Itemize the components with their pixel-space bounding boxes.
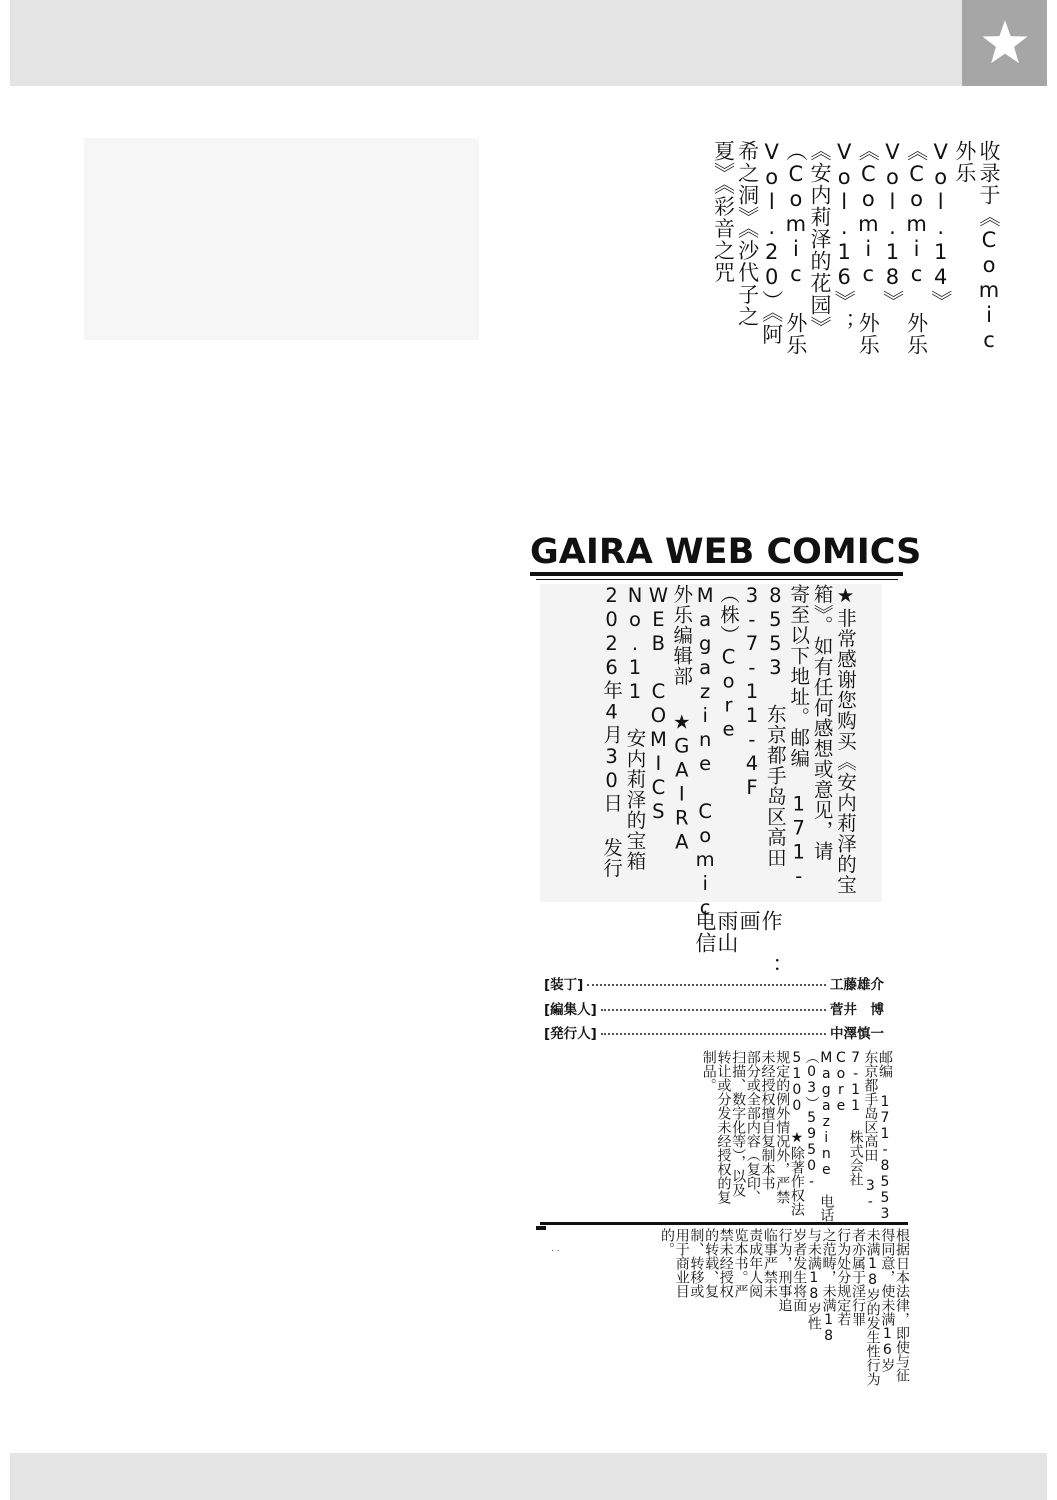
top-gray-band	[10, 0, 962, 86]
law-divider-tab	[536, 1226, 546, 1230]
collection-note: 收录于《Comic 外乐 Vol.14》 《Comic 外乐 Vol.18》 《Comic 外乐 Vol.16》； 《安内莉泽的花园》 （Comic 外乐 Vol.20）《阿 希之洞》《沙代子之 夏》《彩音之咒	[711, 140, 1001, 356]
staff-row-publisher	[544, 1022, 884, 1042]
law-divider	[540, 1222, 908, 1225]
staff-row-editor	[544, 998, 884, 1018]
staff-value: 菅井 博	[830, 1002, 884, 1018]
leader-dots	[587, 984, 826, 986]
staff-label: [発行人]	[544, 1026, 597, 1042]
tiny-marks: . .	[551, 1244, 560, 1254]
author-credits: 作 ： 画 雨山 电信	[692, 910, 783, 979]
star-icon	[979, 17, 1031, 69]
left-note-background	[84, 138, 479, 340]
bottom-gray-band	[10, 1453, 1047, 1500]
leader-dots	[601, 1009, 826, 1011]
publication-info: ★非常感谢您购买《安内莉泽的宝 箱》。如有任何感想或意见，请 寄至以下地址。邮编 171- 8553 东京都手岛区高田 3-7-11-4F （株）Core Magazine Comic 外乐编辑部 ★GAIRA WEB COMICS No.11 安内莉泽的宝箱 2026年4月30日 发行	[600, 584, 857, 920]
staff-label: [装丁]	[544, 977, 584, 993]
gaira-logo: GAIRA WEB COMICS	[530, 532, 922, 572]
leader-dots	[601, 1033, 826, 1035]
staff-value: 中澤慎一	[830, 1026, 884, 1042]
staff-label: [編集人]	[544, 1002, 597, 1018]
staff-value: 工藤雄介	[830, 977, 884, 993]
logo-underline-thin	[536, 579, 898, 580]
legal-notice: 根据日本法律，即使与征 得同意，使未满16岁 未满18岁的发生性行为 者亦属于淫行罪 行为处分规定若 之范畴，未满18 与未满18岁性 岁者发生将面 行为，刑事追 临事严禁未 责成年人阅 览本书。严 禁未经授权 的转载、复 制、转移或 用于商业目 的。	[659, 1228, 910, 1386]
logo-underline	[530, 572, 903, 576]
staff-row-design	[544, 973, 884, 993]
publisher-address: 邮编 171-8553 东京都手岛区高田 3- 7-11 株式会社 Core Magazine 电话 （03）5950- 5100 ★除著作权法 规定的例外情况外，严禁 未经授权擅自复制本书 部分或全部内容（复印、 扫描、数字化等），以及 转让或分发未经授权的复 制品。	[700, 1050, 893, 1222]
star-badge	[962, 0, 1047, 86]
